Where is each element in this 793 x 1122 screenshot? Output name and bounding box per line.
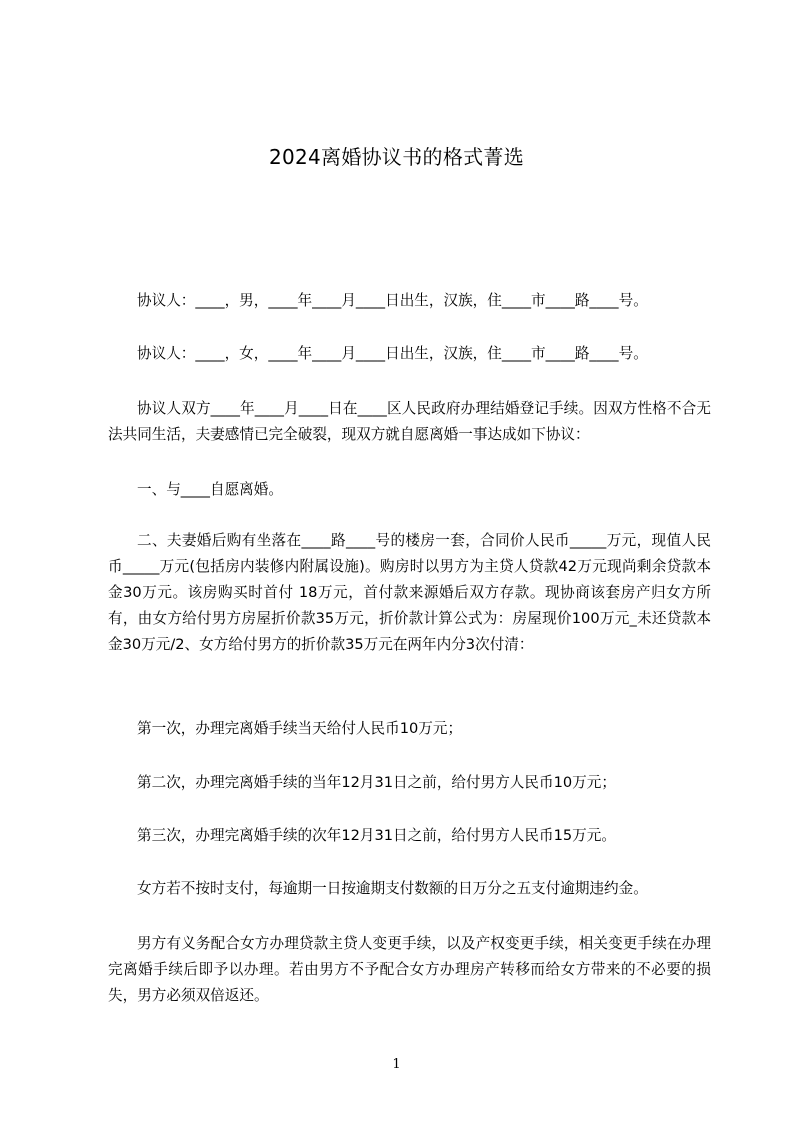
party-male-paragraph: 协议人：____，男，____年____月____日出生，汉族，住____市____路____号。 — [137, 292, 648, 309]
loan-transfer-paragraph: 男方有义务配合女方办理贷款主贷人变更手续，以及产权变更手续，相关变更手续在办理完离婚手续后即予以办理。若由男方不予配合女方办理房产转移而给女方带来的不必要的损失，男方必须双倍返还。 — [108, 935, 711, 1004]
second-payment-paragraph: 第二次，办理完离婚手续的当年12月31日之前，给付男方人民币10万元； — [137, 774, 616, 791]
party-female-paragraph: 协议人：____，女，____年____月____日出生，汉族，住____市____路____号。 — [137, 345, 648, 362]
clause-two-paragraph: 二、夫妻婚后购有坐落在____路____号的楼房一套，合同价人民币_____万元，现值人民币_____万元(包括房内装修内附属设施)。购房时以男方为主贷人贷款42万元现尚剩余贷款本金30万元。该房购买时首付 18万元，首付款来源婚后双方存款。现协商该套房产归女方所有，由女方给付男方房屋折价款35万元，折价款计算公式为：房屋现价100万元_未还贷款本金30万元/2、女方给付男方的折价款35万元在两年内分3次付清： — [108, 532, 711, 653]
late-penalty-paragraph: 女方若不按时支付，每逾期一日按逾期支付数额的日万分之五支付逾期违约金。 — [137, 880, 648, 897]
document-title: 2024离婚协议书的格式菁选 — [268, 145, 525, 169]
marriage-registration-paragraph: 协议人双方____年____月____日在____区人民政府办理结婚登记手续。因双方性格不合无法共同生活，夫妻感情已完全破裂，现双方就自愿离婚一事达成如下协议： — [108, 400, 711, 443]
first-payment-paragraph: 第一次，办理完离婚手续当天给付人民币10万元； — [137, 720, 463, 737]
third-payment-paragraph: 第三次，办理完离婚手续的次年12月31日之前，给付男方人民币15万元。 — [137, 827, 616, 844]
page-number: 1 — [392, 1057, 401, 1072]
clause-one-paragraph: 一、与____自愿离婚。 — [137, 481, 283, 498]
